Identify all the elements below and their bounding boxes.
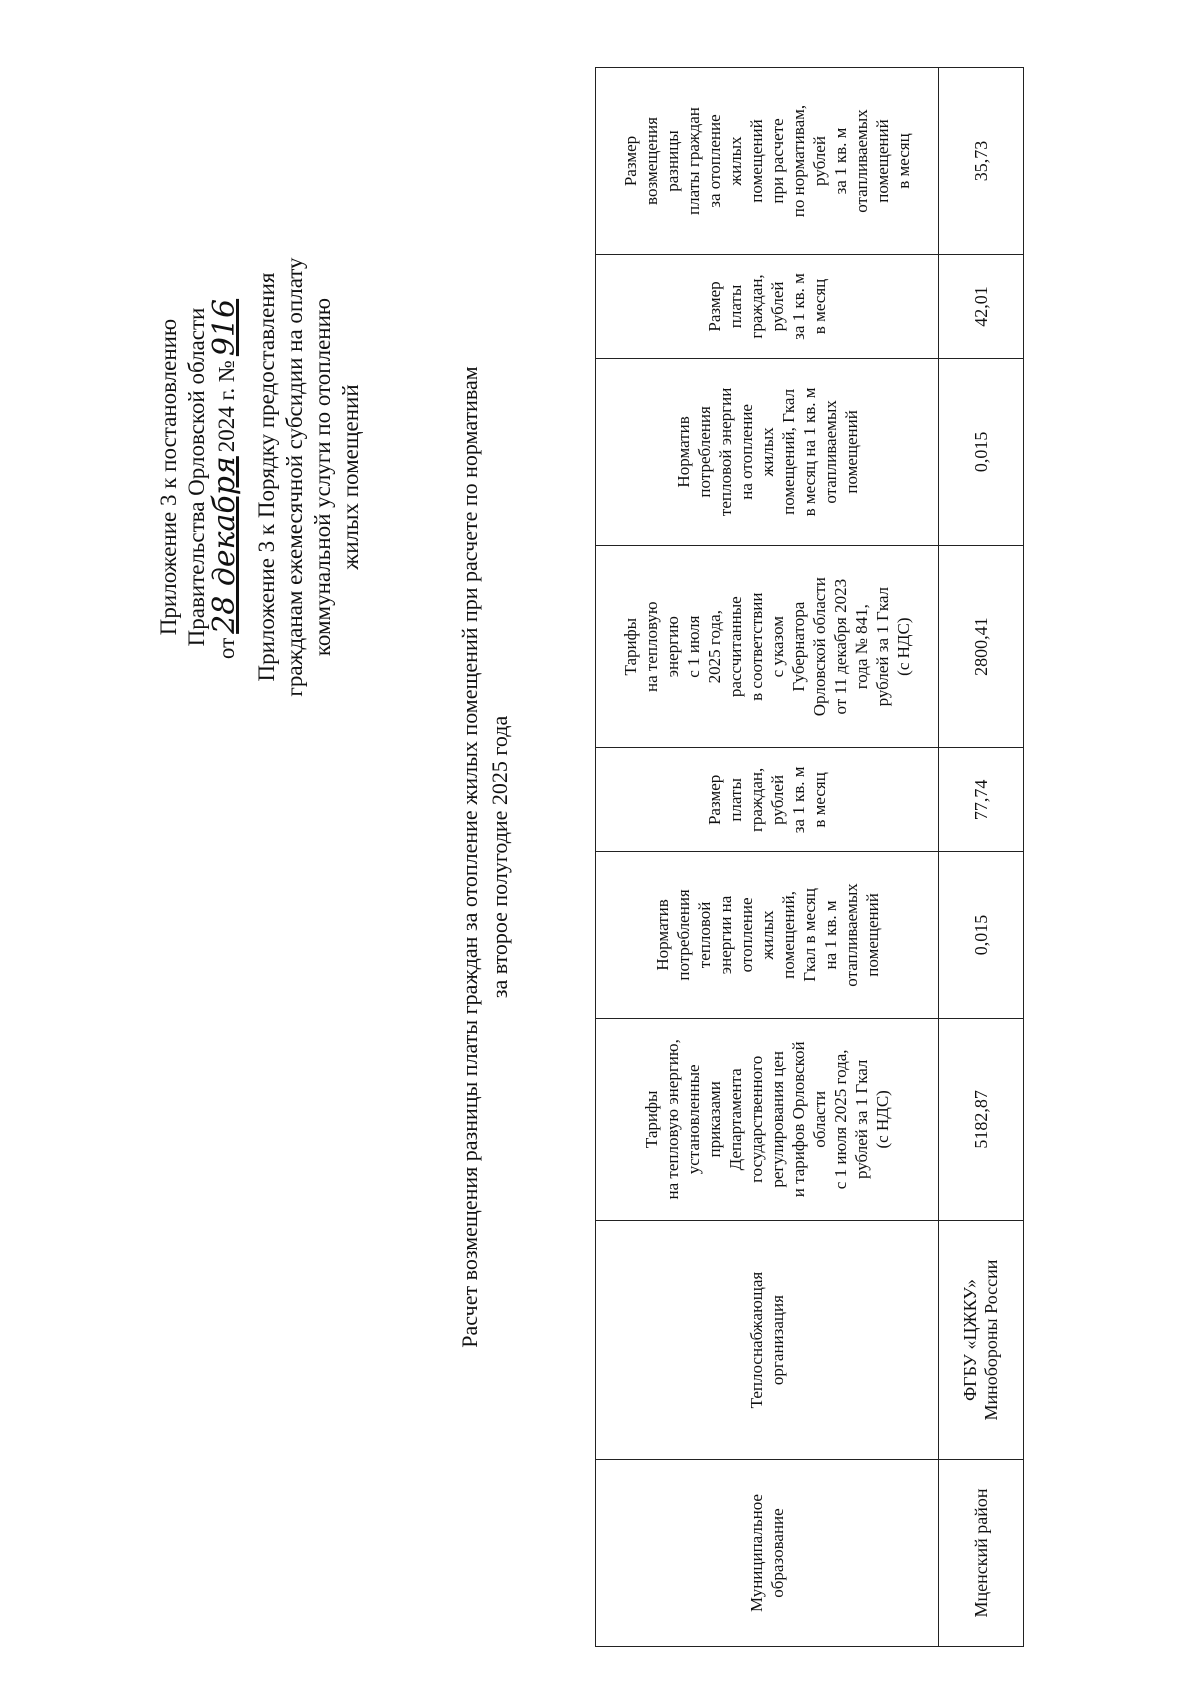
header-municipality: Муниципальное образование	[596, 1460, 939, 1647]
cell-municipality: Мценский район	[939, 1460, 1024, 1647]
date-prefix: от	[214, 637, 239, 660]
appendix-line-2: гражданам ежемесячной субсидии на оплату	[282, 257, 307, 697]
cell-organization: ФГБУ «ЦЖКУ» Минобороны России	[939, 1221, 1024, 1460]
header-compensation: Размер возмещения разницы платы граждан за отопление жилых помещений при расчете по нормативам, рублей за 1 кв. м отапливаемых помещений в месяц	[596, 68, 939, 255]
header-payment-1: Размер платы граждан, рублей за 1 кв. м в месяц	[596, 748, 939, 852]
cell-payment-2: 42,01	[939, 255, 1024, 359]
year-and-number-label: 2024 г. №	[214, 360, 239, 453]
header-line-2: Правительства Орловской области	[184, 307, 209, 647]
cell-payment-1: 77,74	[939, 748, 1024, 852]
cell-tariff-department: 5182,87	[939, 1018, 1024, 1221]
appendix-line-1: Приложение 3 к Порядку предоставления	[254, 272, 279, 682]
header-tariff-department: Тарифы на тепловую энергию, установленные приказами Департамента государственного регулирования цен и тарифов Орловской области с 1 июля 2025 года, рублей за 1 Гкал (с НДС)	[596, 1018, 939, 1221]
cell-tariff-decree: 2800,41	[939, 545, 1024, 748]
header-norm-2: Норматив потребления тепловой энергии на отопление жилых помещений, Гкал в месяц на 1 кв. м отапливаемых помещений	[596, 358, 939, 545]
header-heat-supplier: Теплоснабжающая организация	[596, 1221, 939, 1460]
document-title	[455, 207, 515, 1507]
title-line-1: Расчет возмещения разницы платы граждан за отопление жилых помещений при расчете по нормативам	[457, 366, 482, 1348]
handwritten-date: 28 декабря	[207, 456, 242, 634]
header-norm-1: Норматив потребления тепловой энергии на отопление жилых помещений, Гкал в месяц на 1 кв. м отапливаемых помещений	[596, 852, 939, 1018]
appendix-reference	[253, 167, 365, 787]
cell-compensation: 35,73	[939, 68, 1024, 255]
title-line-2: за второе полугодие 2025 года	[487, 715, 512, 999]
header-payment-2: Размер платы граждан, рублей за 1 кв. м в месяц	[596, 255, 939, 359]
appendix-line-3: коммунальной услуги по отоплению	[310, 297, 335, 657]
header-line-1: Приложение 3 к постановлению	[156, 318, 181, 636]
table-row	[939, 68, 1024, 1647]
handwritten-number: 916	[207, 298, 242, 357]
appendix-line-4: жилых помещений	[338, 384, 363, 570]
calculation-table	[595, 67, 1024, 1647]
table-header-row	[596, 68, 939, 1647]
cell-norm-1: 0,015	[939, 852, 1024, 1018]
cell-norm-2: 0,015	[939, 358, 1024, 545]
header-tariff-decree: Тарифы на тепловую энергию с 1 июля 2025 года, рассчитанные в соответствии с указом Губернатора Орловской области от 11 декабря 2023 года № 841, рублей за 1 Гкал (с НДС)	[596, 545, 939, 748]
document-header	[155, 167, 365, 787]
header-line-3	[207, 167, 242, 787]
